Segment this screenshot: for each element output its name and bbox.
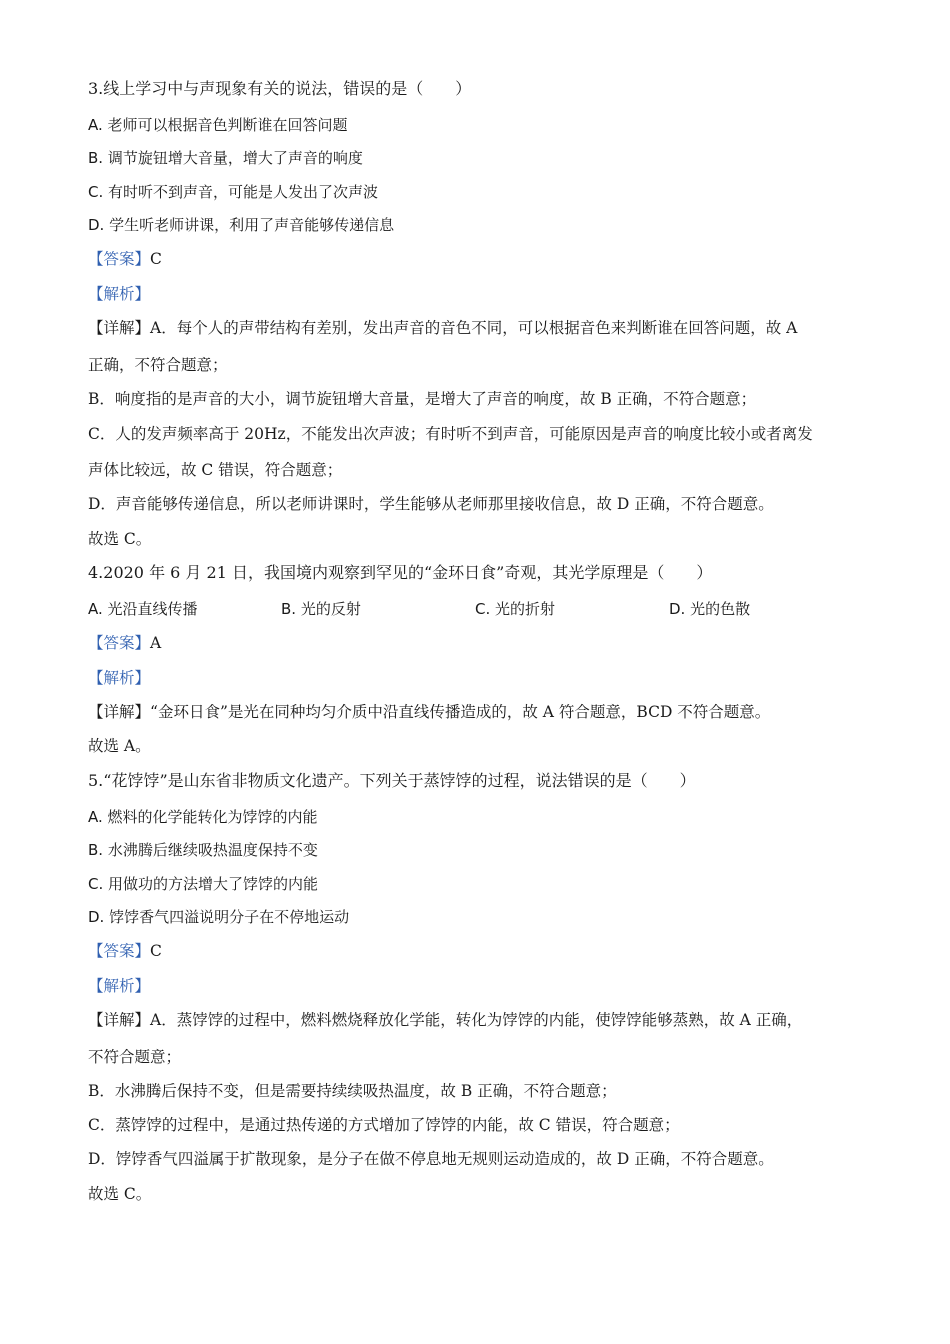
detail-tag: 【详解】 (88, 319, 151, 337)
q3-option-b: B. 调节旋钮增大音量，增大了声音的响度 (88, 149, 363, 167)
q4-option-b: B. 光的反射 (281, 600, 361, 618)
q3-analysis-tag: 【解析】 (88, 285, 151, 303)
detail-text: “金环日食”是光在同种均匀介质中沿直线传播造成的，故 A 符合题意，BCD 不符合题意。 (150, 703, 771, 721)
q4-option-c: C. 光的折射 (475, 600, 556, 618)
q5-detail-line-4: C．蒸饽饽的过程中，是通过热传递的方式增加了饽饽的内能，故 C 错误，符合题意； (88, 1116, 680, 1134)
q5-answer (88, 940, 162, 962)
q5-option-b: B. 水沸腾后继续吸热温度保持不变 (88, 841, 318, 859)
q4-stem: 4.2020 年 6 月 21 日，我国境内观察到罕见的“金环日食”奇观，其光学原理是（ ） (88, 563, 713, 582)
detail-text: A．蒸饽饽的过程中，燃料燃烧释放化学能，转化为饽饽的内能，使饽饽能够蒸熟，故 A 正确， (150, 1011, 803, 1029)
q3-option-c: C. 有时听不到声音，可能是人发出了次声波 (88, 183, 379, 201)
q4-detail-line-1 (88, 701, 770, 723)
q5-analysis-tag: 【解析】 (88, 977, 151, 995)
q4-conclusion: 故选 A。 (88, 737, 151, 755)
answer-tag: 【答案】 (88, 250, 151, 268)
answer-tag: 【答案】 (88, 942, 151, 960)
q3-option-a: A. 老师可以根据音色判断谁在回答问题 (88, 116, 348, 134)
q5-detail-line-2: 不符合题意； (88, 1048, 182, 1066)
q3-conclusion: 故选 C。 (88, 530, 152, 548)
q5-detail-line-1 (88, 1009, 802, 1031)
q3-detail-line-5: 声体比较远，故 C 错误，符合题意； (88, 461, 343, 479)
q3-detail-line-4: C．人的发声频率高于 20Hz，不能发出次声波；有时听不到声音，可能原因是声音的响度比较小或者离发 (88, 425, 813, 443)
q3-stem: 3.线上学习中与声现象有关的说法，错误的是（ ） (88, 79, 472, 98)
q3-answer (88, 248, 162, 270)
q4-option-d: D. 光的色散 (669, 600, 751, 618)
q5-stem: 5.“花饽饽”是山东省非物质文化遗产。下列关于蒸饽饽的过程，说法错误的是（ ） (88, 771, 696, 790)
q5-option-d: D. 饽饽香气四溢说明分子在不停地运动 (88, 908, 350, 926)
q4-option-a: A. 光沿直线传播 (88, 600, 198, 618)
q4-options-row (88, 598, 878, 620)
q3-detail-line-3: B．响度指的是声音的大小，调节旋钮增大音量，是增大了声音的响度，故 B 正确，不符合题意； (88, 390, 757, 408)
answer-value: C (150, 942, 162, 960)
answer-value: A (150, 634, 162, 652)
q3-detail-line-2: 正确，不符合题意； (88, 356, 228, 374)
q5-detail-line-5: D．饽饽香气四溢属于扩散现象，是分子在做不停息地无规则运动造成的，故 D 正确，不符合题意。 (88, 1150, 774, 1168)
q5-detail-line-3: B．水沸腾后保持不变，但是需要持续续吸热温度，故 B 正确，不符合题意； (88, 1082, 617, 1100)
q3-option-d: D. 学生听老师讲课，利用了声音能够传递信息 (88, 216, 395, 234)
detail-tag: 【详解】 (88, 703, 151, 721)
q3-detail-line-6: D．声音能够传递信息，所以老师讲课时，学生能够从老师那里接收信息，故 D 正确，不符合题意。 (88, 495, 774, 513)
q5-conclusion: 故选 C。 (88, 1185, 152, 1203)
q5-option-a: A. 燃料的化学能转化为饽饽的内能 (88, 808, 318, 826)
answer-tag: 【答案】 (88, 634, 151, 652)
answer-value: C (150, 250, 162, 268)
detail-tag: 【详解】 (88, 1011, 151, 1029)
q5-option-c: C. 用做功的方法增大了饽饽的内能 (88, 875, 319, 893)
detail-text: A．每个人的声带结构有差别，发出声音的音色不同，可以根据音色来判断谁在回答问题，故 A (150, 319, 798, 337)
q3-detail-line-1 (88, 317, 797, 339)
q4-answer (88, 632, 161, 654)
q4-analysis-tag: 【解析】 (88, 669, 151, 687)
